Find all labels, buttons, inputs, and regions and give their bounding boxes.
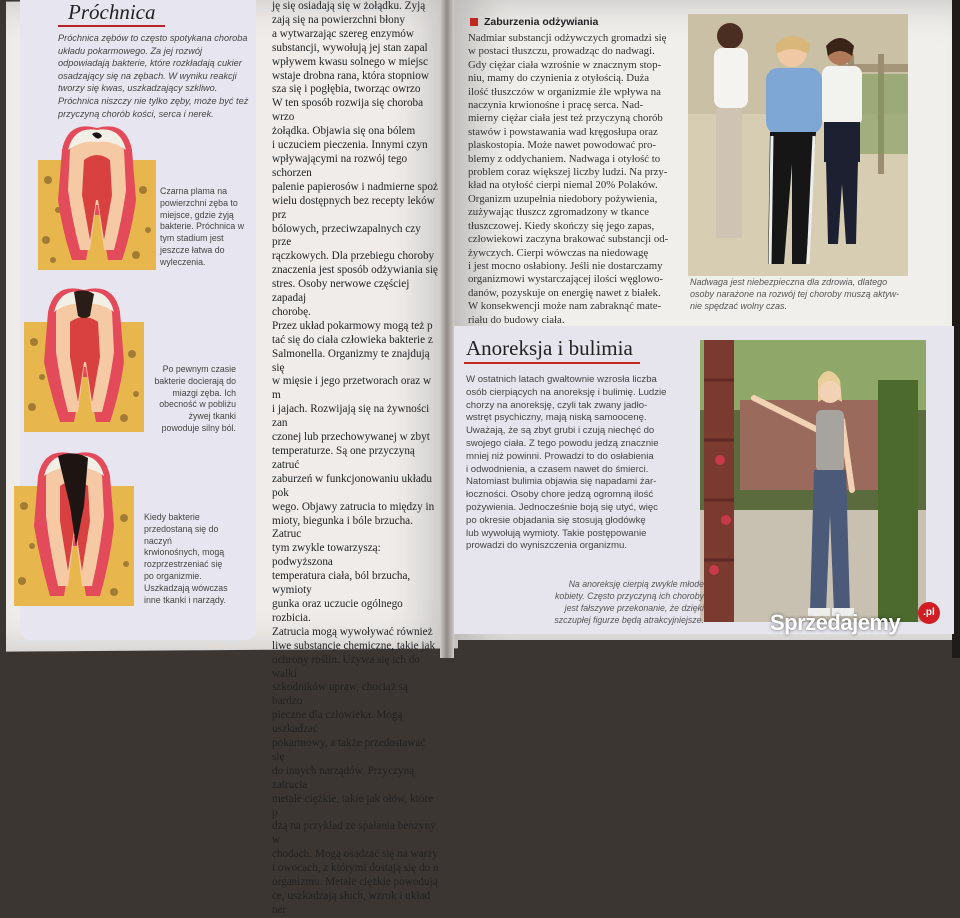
red-square-bullet-icon (470, 18, 478, 26)
anorexia-text: W ostatnich latach gwałtownie wzrosła liczba osób cierpiących na anoreksję i bulimię. Ludzie chorzy na anoreksję, czyli tak zwany jadło- wstręt psychiczny, mają niską samoocenę. Uważają, że są zbyt grubi i czują niechęć do swojego ciała. Z tego powodu jedzą znacznie mniej niż powinni. Prowadzi to do osłabienia i odwodnienia, a czasem nawet do śmierci. Natomiast bulimia objawia się napadami żar- łoczności. Osoby chore jedzą ogromną ilość pożywienia. Jednocześnie boją się utyć, więc po okresie objadania się stosują głodówkę lub wywołują wymioty. Takie postępowanie prowadzi do wyniszczenia organizmu. (466, 374, 667, 552)
digestive-diseases-text: ję się osiadają się w żołądku. Zyją zają się na powierzchni błony a wytwarzając szereg enzymów substancji, wywołują jej stan zapal wpływem kwasu solnego w miejsc wstaje drobna rana, która stopniow sza się i pogłębia, tworząc owrzo W ten sposób rozwija się choroba wrzo żołądka. Objawia się ona bólem i uczuciem pieczenia. Innymi czyn wpływającymi na rozwój tego schorzen palenie papierosów i nadmierne spoż wielu dostępnych bez recepty leków prz bólowych, przeciwzapalnych czy prze rączkowych. Dla przebiegu choroby znaczenia jest sposób odżywiania się stres. Osoby nerwowe częściej zapadaj chorobę. Przez układ pokarmowy mogą też p tać się do ciała człowieka bakterie z Salmonella. Organizmy te znajdują się w mięsie i jego przetworach oraz w m i jajach. Rozwijają się na żywności zan czonej lub przechowywanej w zbyt temperaturze. Są one przyczyną zatruć zaburzeń w funkcjonowaniu układu pok wego. Objawy zatrucia to między in mioty, biegunka i bóle brzucha. Zatruc tym zwykle towarzyszą: podwyższona temperatura ciała, ból brzucha, wymioty gunka oraz uczucie ogólnego rozbicia. Zatrucia mogą wywoływać również liwe substancje chemiczne, takie jak ochrony roślin. Używa się ich do walki szkodników upraw, chociaż są bardzo pieczne dla człowieka. Mogą uszkadzać pokarmowy, a także przedostawać się do innych narządów. Przyczyną zatrucia metale ciężkie, takie jak ołów, które p dzą na przykład ze spalania benzyny w chodach. Mogą osadzać się na warzy i owocach, z którymi dostają się do n organizmu. Metale ciężkie powodują ce, uszkadzają słuch, wzrok i układ ner (272, 0, 439, 916)
tooth-illustration-stage1 (38, 120, 156, 270)
tooth-caption-stage3: Kiedy bakterie przedostaną się do naczyń krwionośnych, mogą rozprzestrzeniać się po organizmie. Uszkadzają wówczas inne tkanki i narządy. (144, 512, 228, 605)
anorexia-title: Anoreksja i bulimia (466, 336, 633, 360)
tooth-illustration-stage3 (14, 446, 134, 606)
caries-intro: Próchnica zębów to często spotykana choroba układu pokarmowego. Za jej rozwój odpowiadają bakterie, które rozkładają cukier osadzający się na zębach. W wyniku reakcji tworzy się kwas, uszkadzający szkliwo. Próchnica niszczy nie tylko zęby, może być też przyczyną chorób kości, serca i nerek. (58, 33, 249, 119)
eating-disorders-text: Nadmiar substancji odżywczych gromadzi się w postaci tłuszczu, prowadząc do nadwagi. Gdy ciężar ciała wzrośnie w znacznym stop- niu, mamy do czynienia z otyłością. Duża ilość tłuszczów w organizmie źle wpływa na naczynia krwionośne i pracę serca. Nad- mierny ciężar ciała jest też przyczyną chorób stawów i powstawania wad kręgosłupa oraz plaskostopia. Może nawet powodować pro- blemy z oddychaniem. Nadwaga i otyłość to problem coraz większej liczby ludzi. Na przy- kład na otyłość cierpi niemal 20% Polaków. Organizm uzupełnia niedobory pożywienia, zużywając tłuszcz zgromadzony w tkance tłuszczowej. Kiedy skończy się jego zapas, człowiekowi zaczyna brakować substancji od- żywczych. Cierpi wówczas na niedowagę i jest mocno osłabiony. Jeśli nie dostarczamy organizmowi wystarczającej ilości węglowo- danów, pozyskuje on energię nawet z białek. W konsekwencji może nam zabraknąć mate- riału do budowy ciała. (468, 32, 669, 326)
eating-disorders-heading: Zaburzenia odżywiania (470, 16, 598, 28)
photo-slim-woman (700, 340, 926, 622)
sprzedajemy-watermark: Sprzedajemy (770, 610, 901, 635)
title-underline (464, 362, 640, 364)
photo1-caption: Nadwaga jest niebezpieczna dla zdrowia, dlatego osoby narażone na rozwój tej choroby muszą aktyw- nie spędzać wolny czas. (690, 277, 900, 311)
photo2-caption: Na anoreksję cierpią zwykle młode kobiety. Często przyczyną ich choroby jest fałszywe przekonanie, że dzięki szczupłej figurze będą atrakcyjniejsze. (554, 579, 704, 625)
tooth-caption-stage2: Po pewnym czasie bakterie docierają do miazgi zęba. Ich obecność w pobliżu żywej tkanki powoduje silny ból. (154, 364, 236, 433)
tooth-caption-stage1: Czarna plama na powierzchni zęba to miejsce, gdzie żyją bakterie. Próchnica w tym stadium jest jeszcze łatwa do wyleczenia. (160, 186, 245, 267)
caries-title: Próchnica (58, 0, 165, 27)
watermark-logo-icon: .pl (918, 602, 940, 624)
photo-women-walking (688, 14, 908, 276)
tooth-illustration-stage2 (24, 282, 144, 432)
book-gutter (440, 0, 454, 658)
